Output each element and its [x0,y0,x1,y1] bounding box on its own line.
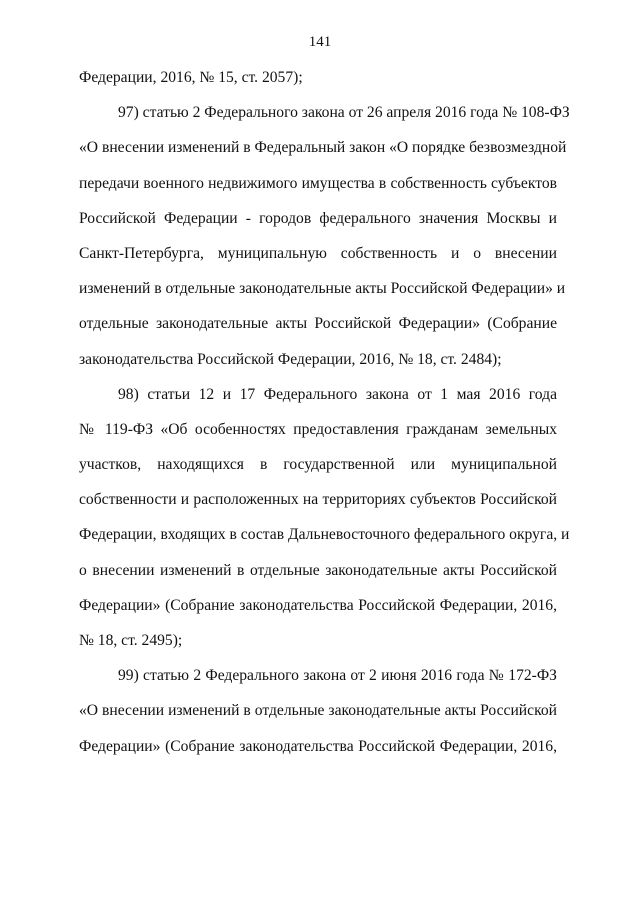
text-line: собственности и расположенных на территориях субъектов Российской [79,491,557,509]
text-line: Федерации» (Собрание законодательства Российской Федерации, 2016, [79,737,557,755]
text-line: изменений в отдельные законодательные акты Российской Федерации» и [79,280,566,298]
page-number: 141 [308,34,332,50]
text-line: № 119-ФЗ «Об особенностях предоставления гражданам земельных [79,420,557,438]
text-line: передачи военного недвижимого имущества в собственность субъектов [79,174,557,192]
item-98-start: 98) статьи 12 и 17 Федерального закона от 1 мая 2016 года [118,385,557,403]
text-line: «О внесении изменений в отдельные законодательные акты Российской [79,702,557,720]
text-line: законодательства Российской Федерации, 2016, № 18, ст. 2484); [79,350,502,368]
text-line: «О внесении изменений в Федеральный закон «О порядке безвозмездной [79,139,567,157]
text-line: Санкт-Петербурга, муниципальную собственность и о внесении [79,244,557,262]
text-line: о внесении изменений в отдельные законодательные акты Российской [79,561,557,579]
text-line: № 18, ст. 2495); [79,632,183,649]
text-line: Федерации, 2016, № 15, ст. 2057); [79,69,303,86]
text-line: Федерации» (Собрание законодательства Российской Федерации, 2016, [79,596,557,614]
item-99-start: 99) статью 2 Федерального закона от 2 июня 2016 года № 172-ФЗ [118,667,557,685]
text-line: отдельные законодательные акты Российской Федерации» (Собрание [79,315,557,333]
item-97-start: 97) статью 2 Федерального закона от 26 апреля 2016 года № 108-ФЗ [118,104,570,122]
document-body [79,60,570,764]
text-line: Российской Федерации - городов федерального значения Москвы и [79,209,557,227]
text-line: участков, находящихся в государственной или муниципальной [79,456,557,474]
text-line: Федерации, входящих в состав Дальневосточного федерального округа, и [79,526,570,544]
